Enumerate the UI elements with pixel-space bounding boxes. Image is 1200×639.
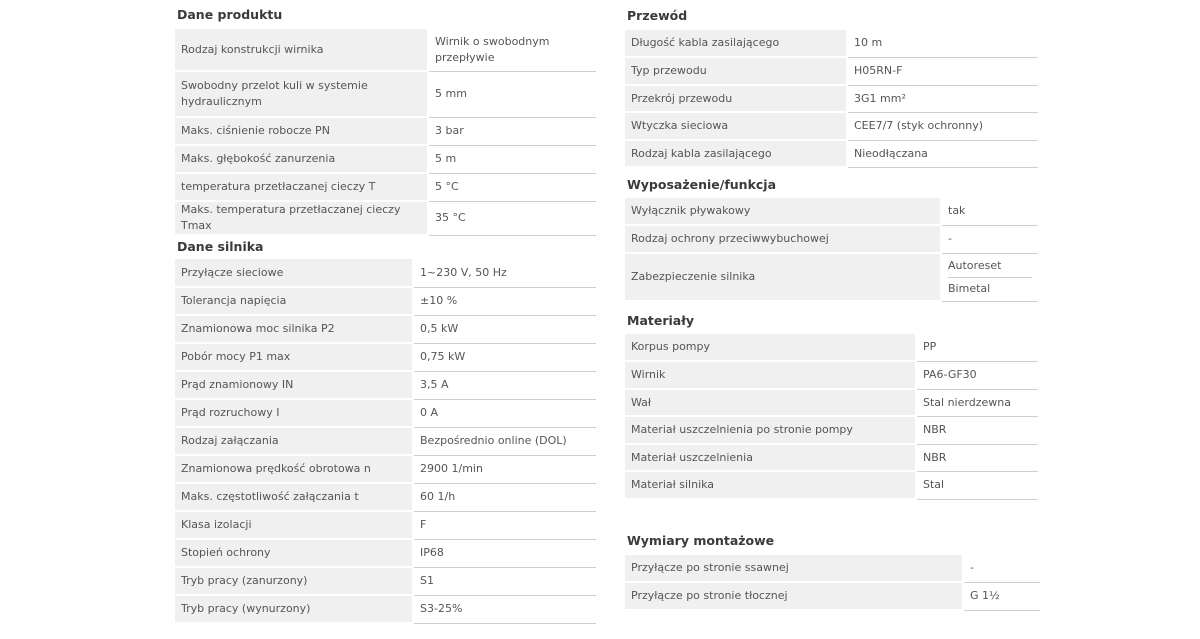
row-label: Rodzaj załączania bbox=[175, 427, 413, 455]
row-label: Przekrój przewodu bbox=[625, 85, 847, 112]
table-row bbox=[175, 511, 596, 539]
row-value: 3G1 mm² bbox=[847, 85, 1038, 112]
row-label: Prąd rozruchowy I bbox=[175, 399, 413, 427]
table-row bbox=[175, 371, 596, 399]
row-value: tak bbox=[941, 198, 1038, 225]
table-row bbox=[625, 198, 1038, 225]
table-row bbox=[625, 140, 1038, 167]
row-label: Zabezpieczenie silnika bbox=[625, 253, 941, 301]
table-row bbox=[175, 343, 596, 371]
table-row bbox=[625, 416, 1038, 444]
row-value: Bimetal bbox=[948, 277, 1032, 300]
materials-table bbox=[625, 334, 1038, 500]
row-label: Korpus pompy bbox=[625, 334, 916, 361]
row-label: Rodzaj kabla zasilającego bbox=[625, 140, 847, 167]
section-title-motor: Dane silnika bbox=[177, 239, 264, 254]
row-label: Materiał uszczelnienia po stronie pompy bbox=[625, 416, 916, 444]
row-label: Typ przewodu bbox=[625, 57, 847, 85]
row-label: temperatura przetłaczanej cieczy T bbox=[175, 173, 428, 201]
row-value: 60 1/h bbox=[413, 483, 596, 511]
row-value: NBR bbox=[916, 416, 1038, 444]
section-title-materials: Materiały bbox=[627, 313, 694, 328]
row-label: Wirnik bbox=[625, 361, 916, 389]
row-value: 5 mm bbox=[428, 71, 596, 117]
table-row bbox=[175, 259, 596, 287]
table-row bbox=[625, 85, 1038, 112]
row-value: 1~230 V, 50 Hz bbox=[413, 259, 596, 287]
table-row bbox=[175, 145, 596, 173]
table-row bbox=[625, 30, 1038, 57]
table-row bbox=[175, 567, 596, 595]
row-value: - bbox=[963, 555, 1040, 582]
table-row bbox=[175, 29, 596, 71]
section-title-product: Dane produktu bbox=[177, 7, 283, 22]
table-row bbox=[175, 201, 596, 235]
table-row bbox=[175, 595, 596, 623]
row-value: 0 A bbox=[413, 399, 596, 427]
table-row bbox=[625, 57, 1038, 85]
table-row bbox=[175, 287, 596, 315]
row-value: 3,5 A bbox=[413, 371, 596, 399]
table-row bbox=[175, 455, 596, 483]
section-title-dimensions: Wymiary montażowe bbox=[627, 533, 775, 548]
row-value: Bezpośrednio online (DOL) bbox=[413, 427, 596, 455]
row-label: Długość kabla zasilającego bbox=[625, 30, 847, 57]
table-row bbox=[625, 389, 1038, 416]
row-label: Maks. częstotliwość załączania t bbox=[175, 483, 413, 511]
table-row bbox=[625, 555, 1040, 582]
row-value: - bbox=[941, 225, 1038, 253]
section-title-equipment: Wyposażenie/funkcja bbox=[627, 177, 777, 192]
table-row bbox=[625, 444, 1038, 471]
row-value: 35 °C bbox=[428, 201, 596, 235]
table-row bbox=[625, 582, 1040, 610]
table-row bbox=[175, 483, 596, 511]
row-value: 2900 1/min bbox=[413, 455, 596, 483]
table-row bbox=[625, 471, 1038, 499]
row-label: Swobodny przelot kuli w systemie hydraulicznym bbox=[175, 71, 428, 117]
row-label: Wał bbox=[625, 389, 916, 416]
row-label: Tryb pracy (wynurzony) bbox=[175, 595, 413, 623]
row-label: Maks. głębokość zanurzenia bbox=[175, 145, 428, 173]
row-value: Stal nierdzewna bbox=[916, 389, 1038, 416]
row-value: 5 °C bbox=[428, 173, 596, 201]
row-value: 5 m bbox=[428, 145, 596, 173]
row-value: 0,75 kW bbox=[413, 343, 596, 371]
table-row bbox=[625, 334, 1038, 361]
table-row bbox=[625, 112, 1038, 140]
row-label: Rodzaj ochrony przeciwwybuchowej bbox=[625, 225, 941, 253]
row-value: S1 bbox=[413, 567, 596, 595]
table-row bbox=[175, 539, 596, 567]
row-value: PP bbox=[916, 334, 1038, 361]
table-row bbox=[625, 361, 1038, 389]
equipment-table bbox=[625, 198, 1038, 302]
row-label: Przyłącze po stronie tłocznej bbox=[625, 582, 963, 610]
row-label: Materiał silnika bbox=[625, 471, 916, 499]
row-label: Znamionowa moc silnika P2 bbox=[175, 315, 413, 343]
row-value: 3 bar bbox=[428, 117, 596, 145]
dimensions-table bbox=[625, 555, 1040, 611]
table-row bbox=[175, 427, 596, 455]
row-label: Materiał uszczelnienia bbox=[625, 444, 916, 471]
cable-table bbox=[625, 30, 1038, 168]
table-row bbox=[625, 225, 1038, 253]
row-value: PA6-GF30 bbox=[916, 361, 1038, 389]
table-row bbox=[175, 173, 596, 201]
row-label: Wyłącznik pływakowy bbox=[625, 198, 941, 225]
row-value: G 1½ bbox=[963, 582, 1040, 610]
row-value: Autoreset bbox=[948, 258, 1002, 272]
table-row bbox=[175, 399, 596, 427]
row-value-stack bbox=[941, 253, 1038, 301]
row-value: Nieodłączana bbox=[847, 140, 1038, 167]
motor-data-table bbox=[175, 259, 596, 624]
section-title-cable: Przewód bbox=[627, 8, 688, 23]
row-value: ±10 % bbox=[413, 287, 596, 315]
row-label: Przyłącze po stronie ssawnej bbox=[625, 555, 963, 582]
row-label: Tolerancja napięcia bbox=[175, 287, 413, 315]
row-label: Przyłącze sieciowe bbox=[175, 259, 413, 287]
row-value: NBR bbox=[916, 444, 1038, 471]
row-label: Maks. temperatura przetłaczanej cieczy Tmax bbox=[175, 201, 428, 235]
table-row bbox=[625, 253, 1038, 301]
row-label: Maks. ciśnienie robocze PN bbox=[175, 117, 428, 145]
row-label: Rodzaj konstrukcji wirnika bbox=[175, 29, 428, 71]
row-value: S3-25% bbox=[413, 595, 596, 623]
row-label: Pobór mocy P1 max bbox=[175, 343, 413, 371]
table-row bbox=[175, 315, 596, 343]
row-value: IP68 bbox=[413, 539, 596, 567]
table-row bbox=[175, 117, 596, 145]
row-label: Stopień ochrony bbox=[175, 539, 413, 567]
row-label: Klasa izolacji bbox=[175, 511, 413, 539]
table-row bbox=[175, 71, 596, 117]
row-value: Stal bbox=[916, 471, 1038, 499]
row-value: 0,5 kW bbox=[413, 315, 596, 343]
product-data-table bbox=[175, 29, 596, 236]
row-value: Wirnik o swobodnym przepływie bbox=[428, 29, 596, 71]
row-value: CEE7/7 (styk ochronny) bbox=[847, 112, 1038, 140]
row-value: H05RN-F bbox=[847, 57, 1038, 85]
row-label: Tryb pracy (zanurzony) bbox=[175, 567, 413, 595]
row-label: Wtyczka sieciowa bbox=[625, 112, 847, 140]
row-label: Prąd znamionowy IN bbox=[175, 371, 413, 399]
row-value: 10 m bbox=[847, 30, 1038, 57]
row-value: F bbox=[413, 511, 596, 539]
row-label: Znamionowa prędkość obrotowa n bbox=[175, 455, 413, 483]
